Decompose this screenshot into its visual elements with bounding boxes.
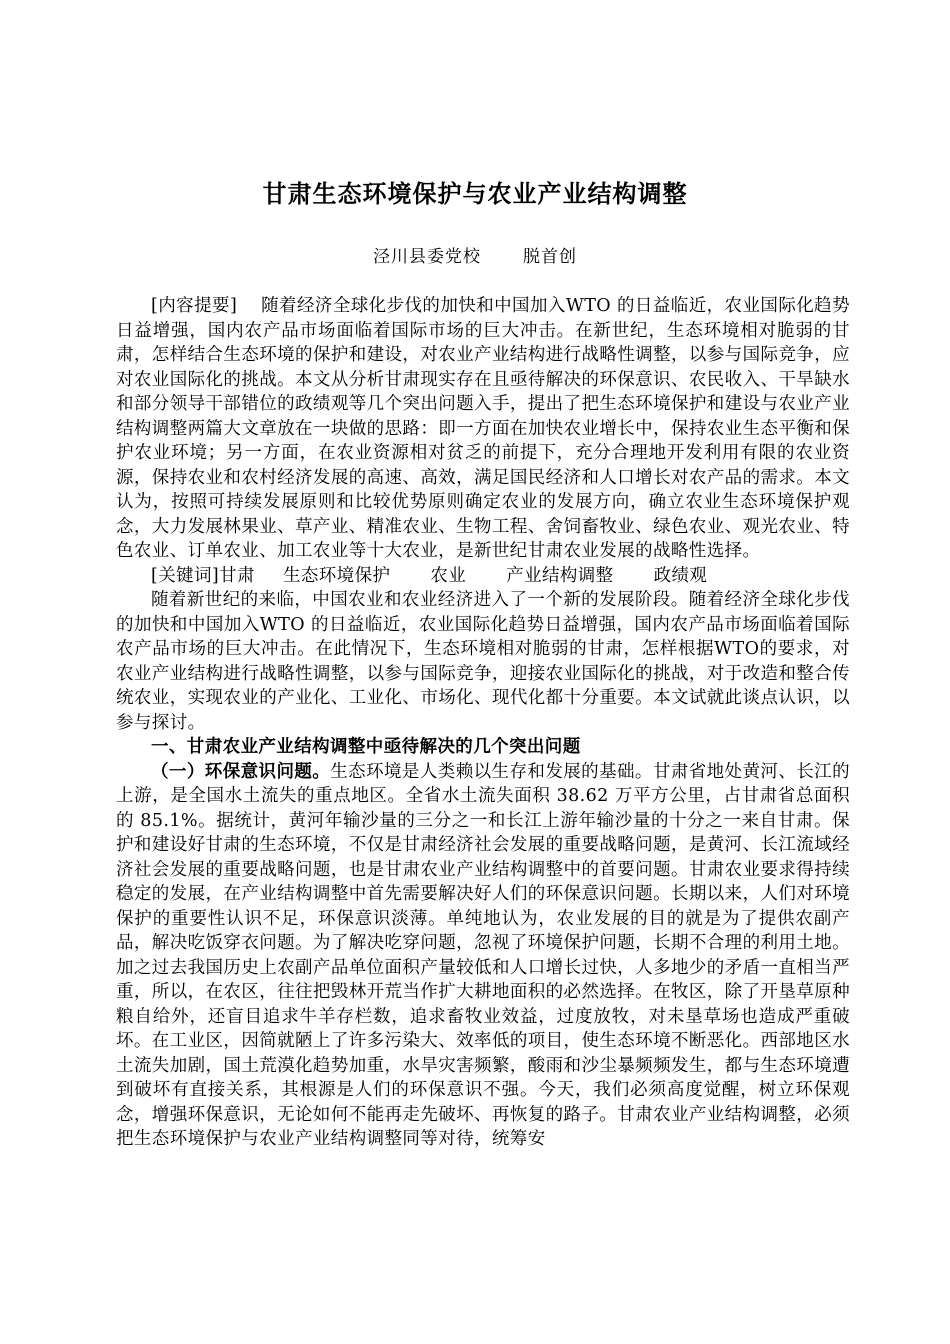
subsection-text: 生态环境是人类赖以生存和发展的基础。甘肃省地处黄河、长江的上游，是全国水土流失的重点地区。全省水土流失面积 38.62 万平方公里，占甘肃省总面积的 85.1%。据统计，黄河年输沙量的三分之一和长江上游年输沙量的十分之一来自甘肃。保护和建设好甘肃的生态环境，不仅是甘肃经济社会发展的重要战略问题，是黄河、长江流域经济社会发展的重要战略问题，也是甘肃农业产业结构调整中的首要问题。甘肃农业要求得持续稳定的发展，在产业结构调整中首先需要解决好人们的环保意识问题。长期以来，人们对环境保护的重要性认识不足，环保意识淡薄。单纯地认为，农业发展的目的就是为了提供农副产品，解决吃饭穿衣问题。为了解决吃穿问题，忽视了环境保护问题，长期不合理的利用土地。加之过去我国历史上农副产品单位面积产量较低和人口增长过快，人多地少的矛盾一直相当严重，所以，在农区，往往把毁林开荒当作扩大耕地面积的必然选择。在牧区，除了开垦草原种粮自给外，还盲目追求牛羊存栏数，追求畜牧业效益，过度放牧，对未垦草场也造成严重破坏。在工业区，因简就陋上了许多污染大、效率低的项目，使生态环境不断恶化。西部地区水土流失加剧，国土荒漠化趋势加重，水旱灾害频繁，酸雨和沙尘暴频频发生，都与生态环境遭到破坏有直接关系，其根源是人们的环保意识不强。今天，我们必须高度觉醒，树立环保观念，增强环保意识，无论如何不能再走先破坏、再恢复的路子。甘肃农业产业结构调整，必须把生态环境保护与农业产业结构调整同等对待，统筹安 (116, 761, 850, 1149)
section-heading: 一、甘肃农业产业结构调整中亟待解决的几个突出问题 (151, 737, 581, 757)
keyword: 生态环境保护 (282, 565, 391, 586)
keyword: 农业 (430, 565, 467, 586)
document-body (116, 294, 850, 1152)
keyword: 政绩观 (653, 565, 708, 586)
document-title: 甘肃生态环境保护与农业产业结构调整 (262, 180, 688, 208)
intro-paragraph: 随着新世纪的来临，中国农业和农业经济进入了一个新的发展阶段。随着经济全球化步伐的加快和中国加入WTO 的日益临近，农业国际化趋势日益增强，国内农产品市场面临着国际农产品市场的巨大冲击。在此情况下，生态环境相对脆弱的甘肃，怎样根据WTO的要求，对农业产业结构进行战略性调整，以参与国际竞争，迎接农业国际化的挑战，对于改造和整合传统农业，实现农业的产业化、工业化、市场化、现代化都十分重要。本文试就此谈点认识，以参与探讨。 (116, 590, 850, 733)
keywords-paragraph (116, 564, 850, 589)
abstract-paragraph (116, 294, 850, 564)
keywords-label: [关键词] (151, 565, 220, 586)
keyword: 甘肃 (219, 565, 255, 586)
keyword: 产业结构调整 (506, 565, 614, 586)
author-name: 脱首创 (523, 247, 577, 267)
abstract-text: 随着经济全球化步伐的加快和中国加入WTO 的日益临近，农业国际化趋势日益增强，国内农产品市场面临着国际市场的巨大冲击。在新世纪，生态环境相对脆弱的甘肃，怎样结合生态环境的保护和建设，对农业产业结构进行战略性调整，以参与国际竞争，应对农业国际化的挑战。本文从分析甘肃现实存在且亟待解决的环保意识、农民收入、干旱缺水和部分领导干部错位的政绩观等几个突出问题入手，提出了把生态环境保护和建设与农业产业结构调整两篇大文章放在一块做的思路：即一方面在加快农业增长中，保持农业生态平衡和保护农业环境；另一方面，在农业资源相对贫乏的前提下，充分合理地开发利用有限的农业资源，保持农业和农村经济发展的高速、高效，满足国民经济和人口增长对农产品的需求。本文认为，按照可持续发展原则和比较优势原则确定农业的发展方向，确立农业生态环境保护观念，大力发展林果业、草产业、精准农业、生物工程、舍饲畜牧业、绿色农业、观光农业、特色农业、订单农业、加工农业等十大农业，是新世纪甘肃农业发展的战略性选择。 (116, 296, 850, 561)
abstract-label: [内容提要] (151, 296, 238, 316)
author-line (0, 242, 950, 272)
author-organization: 泾川县委党校 (373, 247, 481, 267)
subsection-label: （一）环保意识问题。 (151, 761, 331, 782)
subsection-paragraph (116, 760, 850, 1152)
